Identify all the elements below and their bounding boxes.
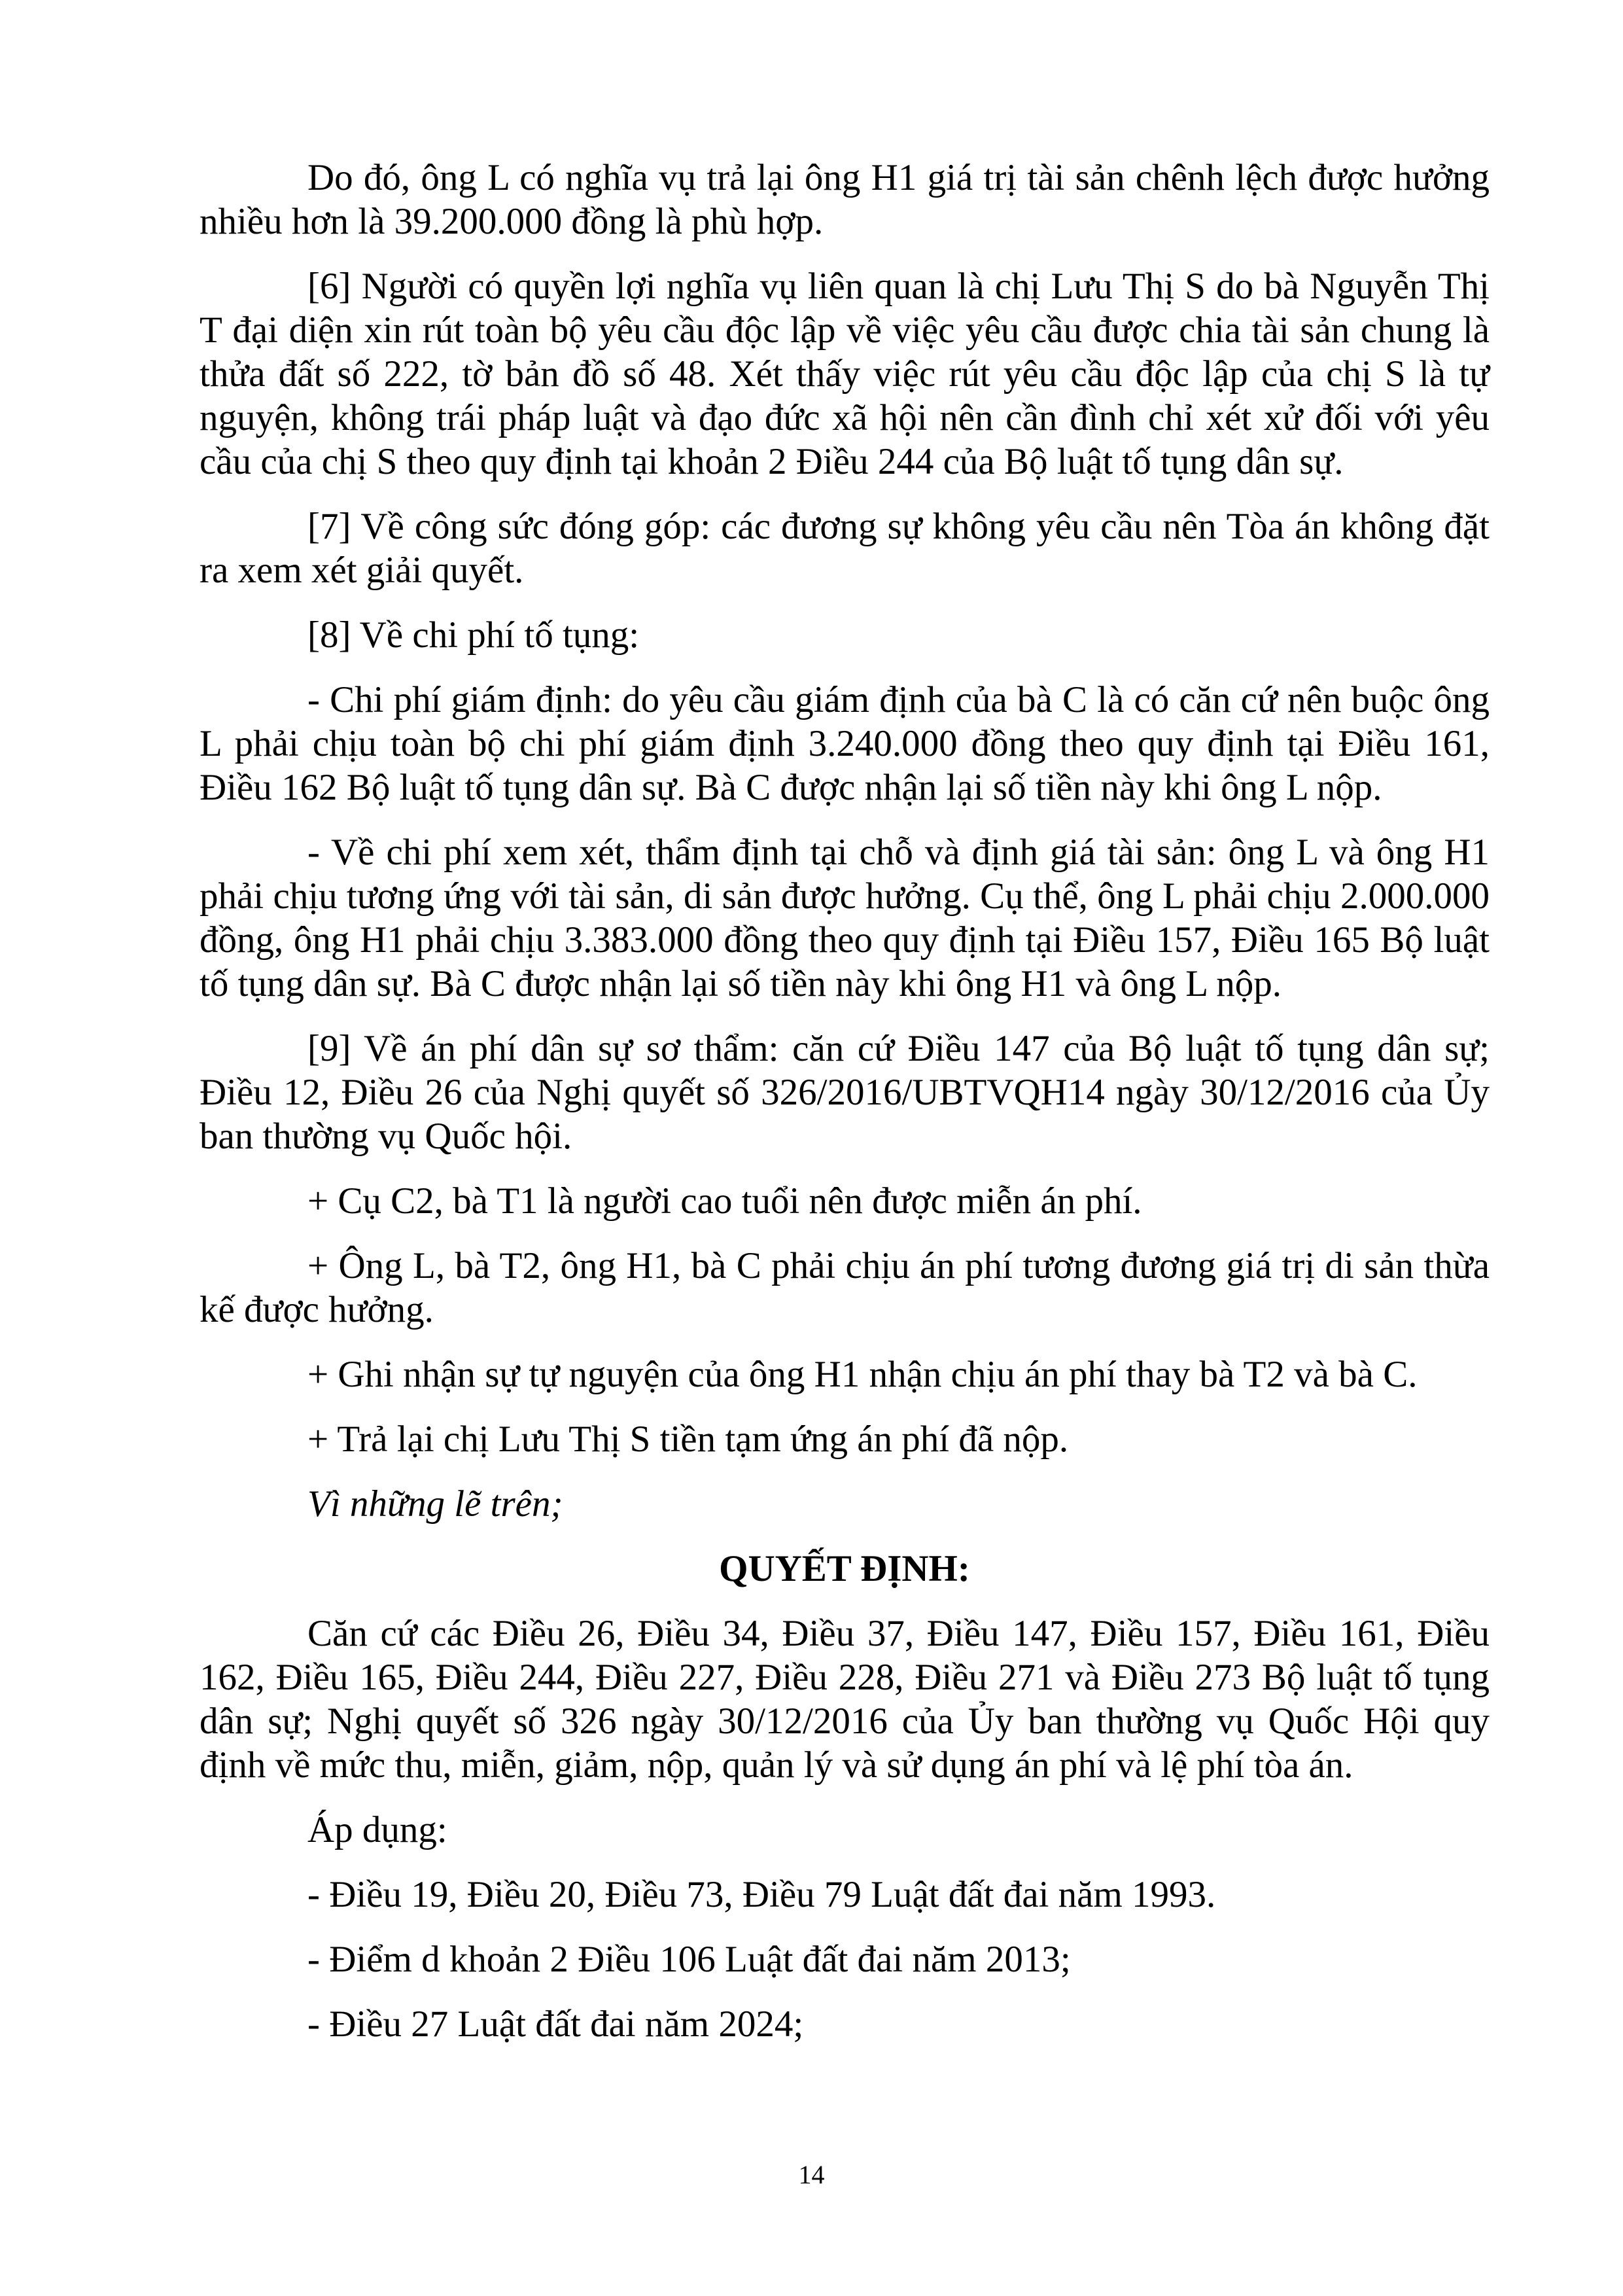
paragraph-legal-basis: Căn cứ các Điều 26, Điều 34, Điều 37, Điều 147, Điều 157, Điều 161, Điều 162, Điều 165, Điều 244, Điều 227, Điều 228, Điều 271 và Điều 273 Bộ luật tố tụng dân sự; Nghị quyết số 326 ngày 30/12/2016 của Ủy ban thường vụ Quốc Hội quy định về mức thu, miễn, giảm, nộp, quản lý và sử dụng án phí và lệ phí tòa án. [200,1613,1490,1786]
list-item-fee-liable: + Ông L, bà T2, ông H1, bà C phải chịu án phí tương đương giá trị di sản thừa kế được hưởng. [200,1245,1490,1330]
paragraph-7-contribution: [7] Về công sức đóng góp: các đương sự không yêu cầu nên Tòa án không đặt ra xem xét giải quyết. [200,506,1490,591]
paragraph-6-withdrawal: [6] Người có quyền lợi nghĩa vụ liên quan là chị Lưu Thị S do bà Nguyễn Thị T đại diện xin rút toàn bộ yêu cầu độc lập về việc yêu cầu được chia tài sản chung là thửa đất số 222, tờ bản đồ số 48. Xét thấy việc rút yêu cầu độc lập của chị S là tự nguyện, không trái pháp luật và đạo đức xã hội nên cần đình chỉ xét xử đối với yêu cầu của chị S theo quy định tại khoản 2 Điều 244 của Bộ luật tố tụng dân sự. [200,266,1490,482]
list-item-fee-refund: + Trả lại chị Lưu Thị S tiền tạm ứng án phí đã nộp. [307,1419,1069,1460]
paragraph-onsite-inspection-cost: - Về chi phí xem xét, thẩm định tại chỗ và định giá tài sản: ông L và ông H1 phải chịu tương ứng với tài sản, di sản được hưởng. Cụ thể, ông L phải chịu 2.000.000 đồng, ông H1 phải chịu 3.383.000 đồng theo quy định tại Điều 157, Điều 165 Bộ luật tố tụng dân sự. Bà C được nhận lại số tiền này khi ông H1 và ông L nộp. [200,832,1490,1004]
list-item-land-law-2024: - Điều 27 Luật đất đai năm 2024; [307,2004,804,2045]
paragraph-appraisal-cost: - Chi phí giám định: do yêu cầu giám định của bà C là có căn cứ nên buộc ông L phải chịu toàn bộ chi phí giám định 3.240.000 đồng theo quy định tại Điều 161, Điều 162 Bộ luật tố tụng dân sự. Bà C được nhận lại số tiền này khi ông L nộp. [200,679,1490,808]
section-heading-decision: QUYẾT ĐỊNH: [719,1548,970,1589]
page-number: 14 [798,2160,825,2189]
paragraph-conclusion-difference: Do đó, ông L có nghĩa vụ trả lại ông H1 giá trị tài sản chênh lệch được hưởng nhiều hơn là 39.200.000 đồng là phù hợp. [200,157,1490,242]
list-item-land-law-2013: - Điểm d khoản 2 Điều 106 Luật đất đai năm 2013; [307,1939,1071,1980]
list-item-fee-voluntary: + Ghi nhận sự tự nguyện của ông H1 nhận chịu án phí thay bà T2 và bà C. [307,1354,1418,1395]
paragraph-for-these-reasons: Vì những lẽ trên; [307,1483,563,1525]
paragraph-apply-label: Áp dụng: [307,1809,447,1850]
list-item-fee-exempt: + Cụ C2, bà T1 là người cao tuổi nên được miễn án phí. [307,1180,1142,1222]
paragraph-8-costs-heading: [8] Về chi phí tố tụng: [307,614,640,656]
document-page [200,156,1490,2067]
paragraph-9-court-fee: [9] Về án phí dân sự sơ thẩm: căn cứ Điều 147 của Bộ luật tố tụng dân sự; Điều 12, Điều 26 của Nghị quyết số 326/2016/UBTVQH14 ngày 30/12/2016 của Ủy ban thường vụ Quốc hội. [200,1028,1490,1157]
list-item-land-law-1993: - Điều 19, Điều 20, Điều 73, Điều 79 Luật đất đai năm 1993. [307,1874,1216,1915]
